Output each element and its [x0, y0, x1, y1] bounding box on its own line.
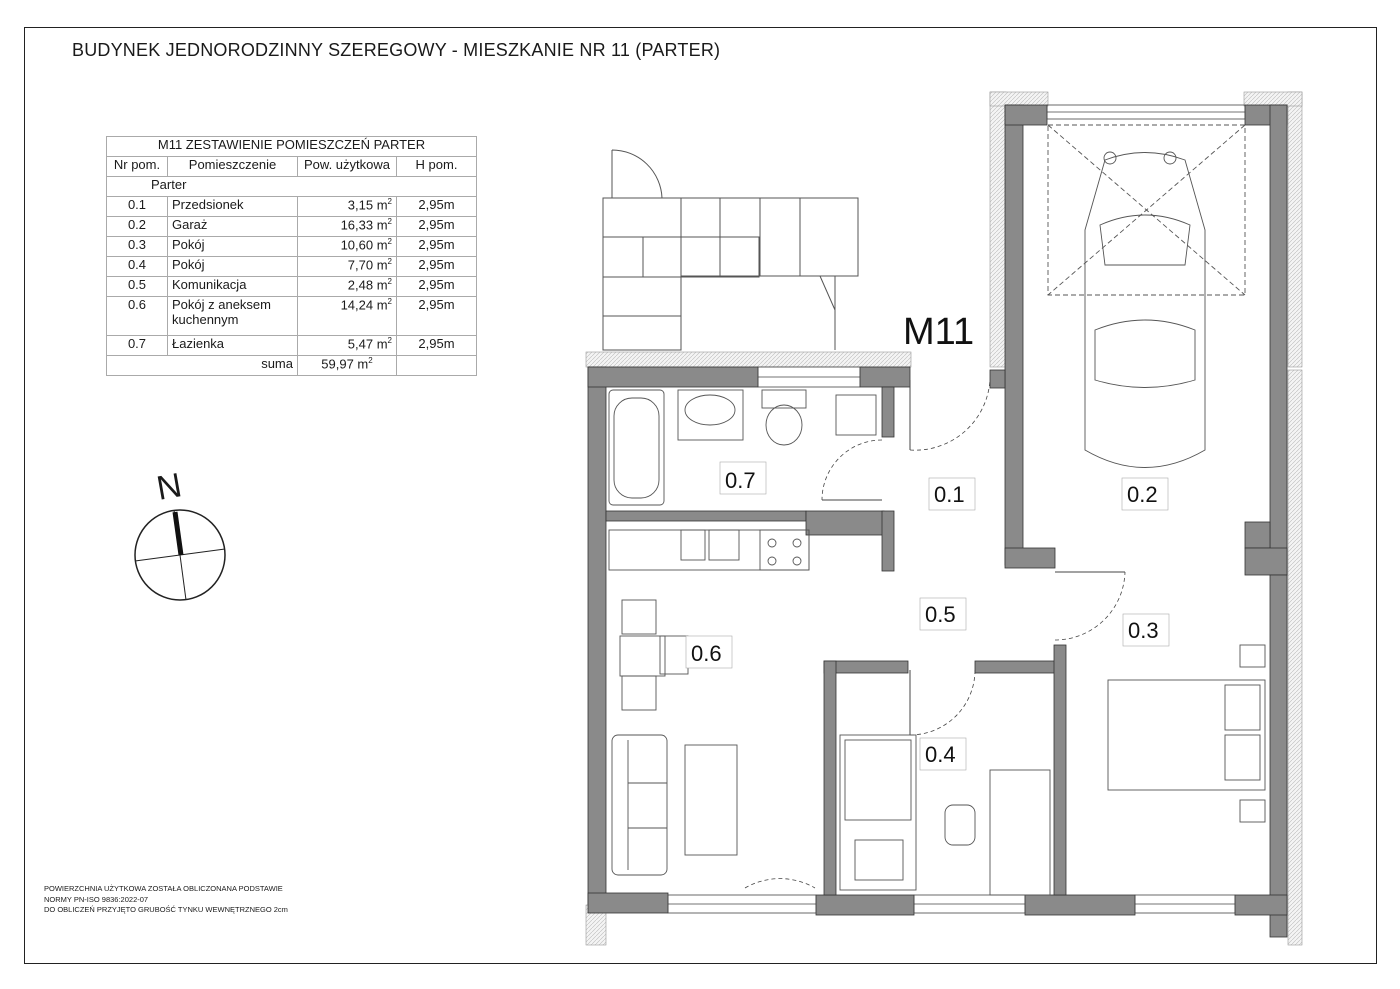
row-name: Pokój [168, 257, 298, 277]
note-line: POWIERZCHNIA UŻYTKOWA ZOSTAŁA OBLICZONANA PODSTAWIE [44, 884, 283, 893]
row-area: 5,47 $m^2$ [298, 336, 397, 356]
row-height: 2,95m [397, 217, 477, 237]
row-area: 2,48 $m^2$ [298, 277, 397, 297]
row-nr: 0.3 [107, 237, 168, 257]
row-name: Przedsionek [168, 197, 298, 217]
row-height: 2,95m [397, 197, 477, 217]
doors [745, 380, 1125, 888]
row-nr: 0.1 [107, 197, 168, 217]
room-label-07: 0.7 [725, 468, 756, 493]
compass-icon [135, 510, 225, 600]
garage-car [1048, 125, 1245, 468]
row-height: 2,95m [397, 257, 477, 277]
header-area: Pow. użytkowa [298, 157, 397, 177]
row-name: Łazienka [168, 336, 298, 356]
row-height: 2,95m [397, 336, 477, 356]
row-name: Pokój z aneksem kuchennym [168, 297, 298, 336]
row-name: Komunikacja [168, 277, 298, 297]
room-label-04: 0.4 [925, 742, 956, 767]
sum-value: 59,97 $m^2$ [298, 356, 397, 376]
header-height: H pom. [397, 157, 477, 177]
stairs [603, 150, 858, 350]
header-nr: Nr pom. [107, 157, 168, 177]
room-label-05: 0.5 [925, 602, 956, 627]
row-area: 3,15 $m^2$ [298, 197, 397, 217]
area-note [44, 884, 288, 916]
unit-label: M11 [903, 311, 975, 353]
row-height: 2,95m [397, 297, 477, 336]
room-label-01: 0.1 [934, 482, 965, 507]
row-height: 2,95m [397, 277, 477, 297]
compass-north-label: N [153, 466, 185, 508]
note-line: DO OBLICZEŃ PRZYJĘTO GRUBOŚĆ TYNKU WEWNĘTRZNEGO 2cm [44, 905, 288, 914]
row-name: Pokój [168, 237, 298, 257]
row-area: 16,33 $m^2$ [298, 217, 397, 237]
header-room: Pomieszczenie [168, 157, 298, 177]
row-name: Garaż [168, 217, 298, 237]
walls [588, 105, 1287, 937]
row-nr: 0.2 [107, 217, 168, 237]
note-line: NORMY PN-ISO 9836:2022-07 [44, 894, 149, 904]
row-area: 10,60 $m^2$ [298, 237, 397, 257]
row-nr: 0.7 [107, 336, 168, 356]
kitchen [609, 530, 809, 570]
row-nr: 0.6 [107, 297, 168, 336]
sum-label: suma [107, 356, 298, 376]
row-nr: 0.4 [107, 257, 168, 277]
row-nr: 0.5 [107, 277, 168, 297]
room-label-03: 0.3 [1128, 618, 1159, 643]
table-section: Parter [107, 177, 477, 197]
room-label-06: 0.6 [691, 641, 722, 666]
row-area: 14,24 $m^2$ [298, 297, 397, 336]
drawing-title: BUDYNEK JEDNORODZINNY SZEREGOWY - MIESZKANIE NR 11 (PARTER) [72, 40, 721, 60]
door-leaves [822, 380, 1125, 735]
row-height: 2,95m [397, 237, 477, 257]
bedroom-furniture [1108, 645, 1265, 822]
row-area: 7,70 $m^2$ [298, 257, 397, 277]
room-label-02: 0.2 [1127, 482, 1158, 507]
table-caption: M11 ZESTAWIENIE POMIESZCZEŃ PARTER [107, 137, 477, 157]
